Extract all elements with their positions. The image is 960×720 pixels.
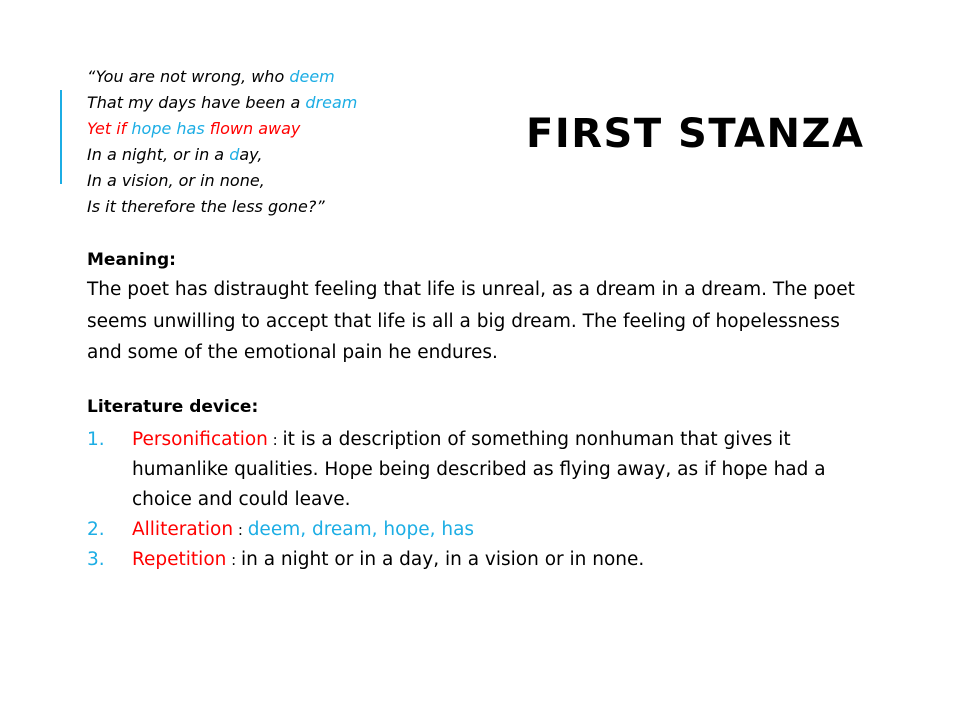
list-number: 3. bbox=[87, 548, 105, 570]
slide-content bbox=[87, 64, 857, 575]
device-term: Alliteration bbox=[132, 518, 234, 540]
poem-line bbox=[87, 64, 857, 90]
poem-text: ay, bbox=[239, 145, 263, 164]
devices-list bbox=[87, 425, 857, 575]
poem-highlight: flown away bbox=[204, 119, 301, 138]
poem-text: “You are not wrong, who bbox=[87, 67, 290, 86]
device-body bbox=[132, 545, 857, 575]
device-description: it is a description of something nonhuman that gives it humanlike qualities. Hope being described as flying away, as if hope had a choice and could leave. bbox=[132, 428, 826, 510]
list-number: 1. bbox=[87, 428, 105, 450]
poem-text: In a vision, or in none, bbox=[87, 171, 265, 190]
poem-highlight: hope has bbox=[131, 119, 205, 138]
device-separator: : bbox=[226, 550, 241, 569]
meaning-paragraph: The poet has distraught feeling that life is unreal, as a dream in a dream. The poet seems unwilling to accept that life is all a big dream. The feeling of hopelessness and some of the emotional pain he endures. bbox=[87, 279, 855, 363]
spacer bbox=[87, 220, 857, 248]
list-number: 2. bbox=[87, 518, 105, 540]
device-item-repetition bbox=[87, 545, 857, 575]
poem-stanza bbox=[87, 64, 857, 220]
device-description: in a night or in a day, in a vision or in none. bbox=[240, 548, 645, 570]
poem-line bbox=[87, 194, 857, 220]
poem-highlight: dream bbox=[305, 93, 358, 112]
devices-heading: Literature device: bbox=[87, 396, 259, 417]
poem-text: In a night, or in a bbox=[87, 145, 230, 164]
device-item-alliteration bbox=[87, 515, 857, 545]
poem-highlight: deem bbox=[289, 67, 335, 86]
poem-text: That my days have been a bbox=[87, 93, 306, 112]
device-separator: : bbox=[233, 520, 248, 539]
spacer bbox=[87, 369, 857, 395]
meaning-heading: Meaning: bbox=[87, 250, 176, 270]
poem-line bbox=[87, 116, 857, 142]
slide-title: FIRST STANZA bbox=[526, 111, 865, 157]
poem-line bbox=[87, 90, 857, 116]
poem-highlight: Yet if bbox=[87, 119, 132, 138]
accent-bar bbox=[60, 90, 62, 184]
device-body bbox=[132, 425, 857, 515]
device-item-personification bbox=[87, 425, 857, 515]
device-term: Repetition bbox=[132, 548, 227, 570]
poem-line bbox=[87, 168, 857, 194]
poem-highlight: d bbox=[229, 145, 240, 164]
device-body bbox=[132, 515, 857, 545]
poem-text: Is it therefore the less gone?” bbox=[87, 197, 325, 216]
poem-line bbox=[87, 142, 857, 168]
device-term: Personification bbox=[132, 428, 268, 450]
device-description: deem, dream, hope, has bbox=[247, 518, 475, 540]
device-separator: : bbox=[267, 430, 283, 449]
